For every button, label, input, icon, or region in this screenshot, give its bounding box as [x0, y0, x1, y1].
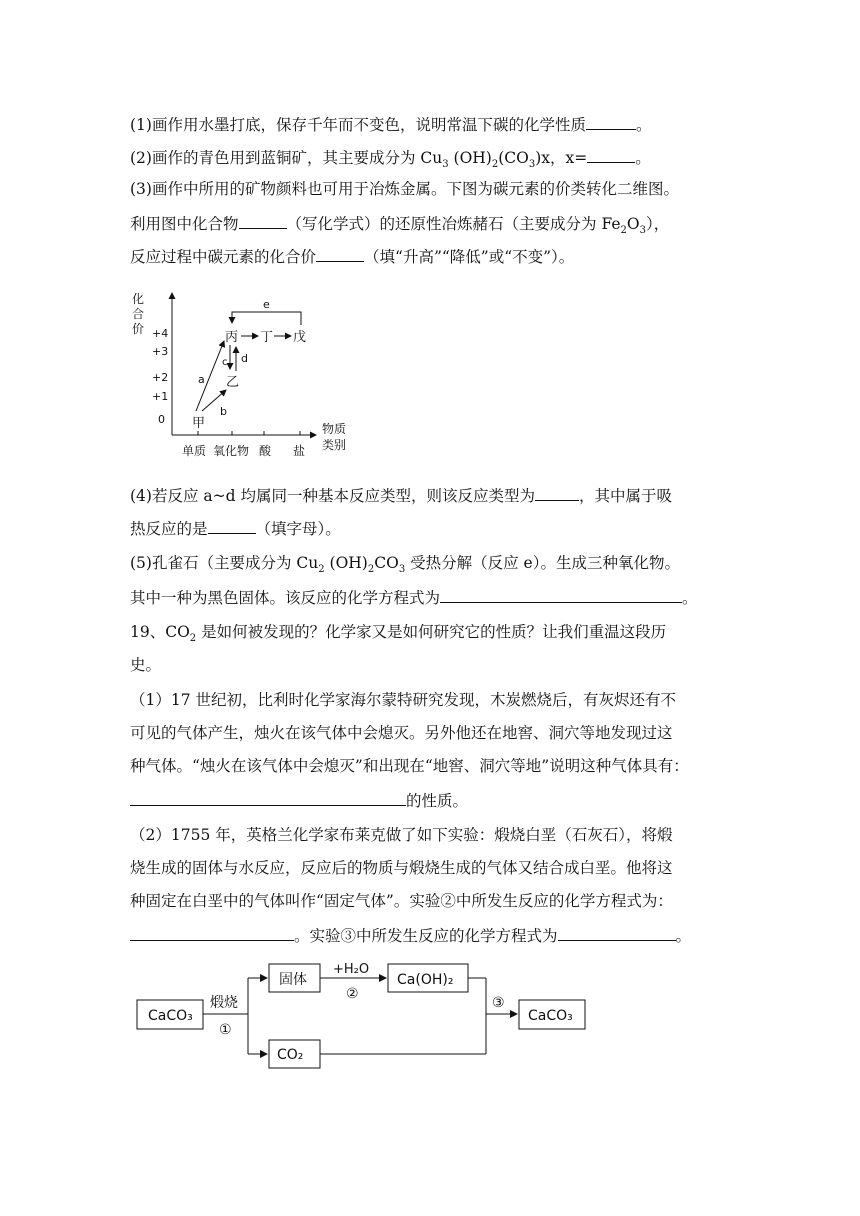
q18-part4-line1: (4)若反应 a~d 均属同一种基本反应类型，则该反应类型为 ，其中属于吸	[130, 484, 672, 506]
answer-blank[interactable]	[316, 245, 364, 262]
y-tick-label: +1	[152, 390, 169, 403]
q18-part3-line1: (3)画作中所用的矿物颜料也可用于冶炼金属。下图为碳元素的价类转化二维图。	[130, 180, 679, 198]
y-axis-label: 价	[132, 322, 145, 336]
q19-part1-line4: 的性质。	[130, 789, 468, 811]
q18-part1: (1)画作用水墨打底，保存千年而不变色，说明常温下碳的化学性质 。	[130, 113, 651, 135]
x-tick-label: 盐	[293, 444, 306, 458]
co2-label: CO₂	[277, 1047, 304, 1063]
y-tick-label: +2	[152, 371, 169, 384]
q19-intro-line1: 19、$CO_2$ 是如何被发现的？化学家又是如何研究它的性质？让我们重温这段历	[130, 623, 667, 645]
node-bing: 丙	[225, 330, 239, 345]
x-axis-label: 类别	[322, 438, 347, 452]
x-tick-label: 氧化物	[213, 444, 250, 458]
answer-blank[interactable]	[535, 484, 579, 501]
arrow-b-label: b	[220, 405, 227, 418]
answer-blank[interactable]	[208, 517, 256, 534]
caco3-end-label: CaCO₃	[528, 1008, 573, 1024]
step1-label: ①	[219, 1022, 232, 1038]
x-tick-label: 酸	[259, 444, 272, 458]
answer-blank[interactable]	[130, 924, 294, 941]
answer-blank[interactable]	[558, 924, 676, 941]
answer-blank[interactable]	[130, 789, 406, 806]
node-ding: 丁	[260, 330, 274, 345]
solid-label: 固体	[279, 972, 307, 988]
y-tick-label: +3	[152, 345, 169, 358]
water-label: +H₂O	[333, 962, 370, 977]
answer-blank[interactable]	[440, 586, 682, 603]
carbon-valence-diagram	[120, 285, 370, 465]
step2-label: ②	[346, 986, 359, 1002]
answer-blank[interactable]	[239, 212, 287, 229]
x-axis-label: 物质	[322, 422, 347, 436]
caco3-start-label: CaCO₃	[148, 1008, 193, 1024]
y-tick-label: +4	[152, 327, 169, 340]
y-tick-label: 0	[158, 413, 165, 426]
q19-part2-line3: 种固定在白垩中的气体叫作“固定气体”。实验②中所发生反应的化学方程式为：	[130, 892, 673, 910]
arrow-a-label: a	[198, 373, 205, 386]
step3-label: ③	[492, 995, 505, 1011]
node-wu: 戊	[293, 330, 307, 345]
q18-part5-line1: (5)孔雀石（主要成分为 $Cu_2$ $(OH)_2CO_3$ 受热分解（反应 e）。生成三种氧化物。	[130, 554, 680, 576]
arrow-c-label: c	[222, 357, 228, 368]
q19-part1-line1: （1）17 世纪初，比利时化学家海尔蒙特研究发现，木炭燃烧后，有灰烬还有不	[130, 691, 677, 709]
node-yi: 乙	[226, 375, 240, 390]
q19-part2-line1: （2）1755 年，英格兰化学家布莱克做了如下实验：煅烧白垩（石灰石），将煅	[130, 826, 673, 844]
q19-part2-line4: 。实验③中所发生反应的化学方程式为 。	[130, 924, 691, 946]
q18-part5-line2: 其中一种为黑色固体。该反应的化学方程式为 。	[130, 586, 698, 608]
node-jia: 甲	[192, 416, 206, 431]
y-axis-label: 合	[132, 307, 145, 321]
arrow-e	[232, 312, 301, 325]
q18-part2: (2)画作的青色用到蓝铜矿，其主要成分为 $Cu_3$ $(OH)_2(CO_3)x$，x= 。	[130, 146, 651, 175]
arrow-d-label: d	[241, 352, 248, 365]
x-tick-label: 单质	[182, 444, 207, 458]
q19-intro-line2: 史。	[130, 656, 162, 674]
arrow-e-label: e	[263, 298, 270, 311]
answer-blank[interactable]	[586, 113, 636, 130]
q19-part2-line2: 烧生成的固体与水反应，反应后的物质与煅烧生成的气体又结合成白垩。他将这	[130, 859, 673, 877]
y-axis-label: 化	[132, 292, 145, 306]
q18-part3-line2: 利用图中化合物 （写化学式）的还原性冶炼赭石（主要成分为 $Fe_2O_3$），	[130, 212, 669, 241]
q19-part1-line3: 种气体。“烛火在该气体中会熄灭”和出现在“地窖、洞穴等地”说明这种气体具有：	[130, 757, 689, 775]
q19-part1-line2: 可见的气体产生，烛火在该气体中会熄灭。另外他还在地窖、洞穴等地发现过这	[130, 724, 673, 742]
q18-part4-line2: 热反应的是 （填字母）。	[130, 517, 341, 539]
caoh2-label: Ca(OH)₂	[397, 972, 454, 988]
answer-blank[interactable]	[587, 146, 635, 163]
q18-part3-line3: 反应过程中碳元素的化合价 （填“升高”“降低”或“不变”）。	[130, 245, 574, 267]
calcine-label: 煅烧	[210, 995, 238, 1011]
caco3-flow-diagram	[130, 955, 600, 1070]
